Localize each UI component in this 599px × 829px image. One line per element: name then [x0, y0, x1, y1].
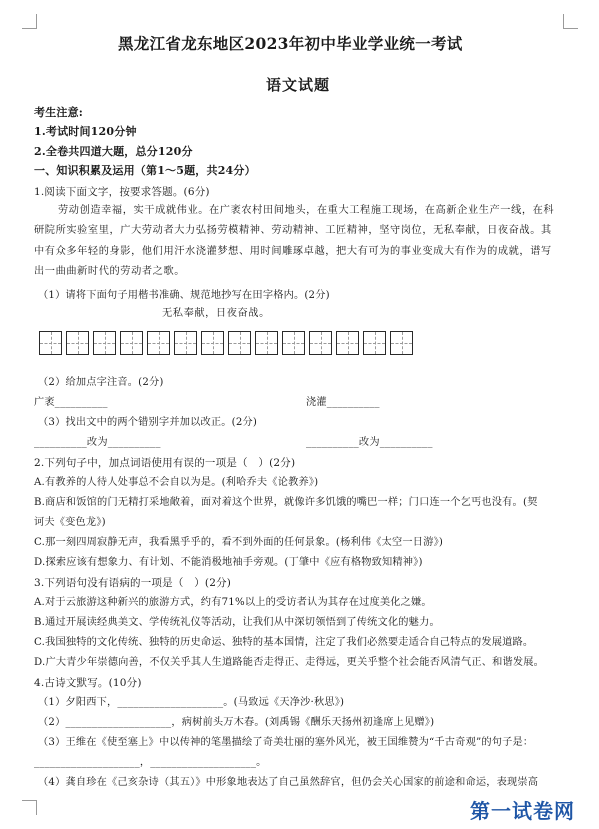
passage-line: 出一曲曲新时代的劳动者之歌。 [34, 266, 186, 277]
tianzige-grid[interactable] [39, 331, 413, 355]
passage-line: 研院所实验室里，广大劳动者大力弘扬劳模精神、劳动精神、工匠精神，坚守岗位，无私奉献，日夜奋战。其 [34, 225, 552, 236]
recitation-item[interactable]: （2）____________________，病树前头万木春。(刘禹锡《酬乐天扬州初逢席上见赠》) [38, 717, 435, 728]
copy-sentence: 无私奉献，日夜奋战。 [162, 308, 270, 319]
recitation-answer-field[interactable]: ____________________，____________________。 [34, 757, 267, 768]
tianzige-cell[interactable] [147, 331, 170, 355]
option: D.探索应该有想象力、有计划、不能消极地袖手旁观。(丁肇中《应有格物致知精神》) [34, 557, 423, 568]
tianzige-cell[interactable] [282, 331, 305, 355]
recitation-item: （3）王维在《使至塞上》中以传神的笔墨描绘了奇美壮丽的塞外风光，被王国维赞为“千古奇观”的句子是： [38, 737, 534, 748]
pinyin-answer-field[interactable]: 浇灌__________ [306, 397, 380, 408]
question-stem: 2.下列句子中，加点词语使用有误的一项是（ ）(2分) [34, 457, 296, 469]
tianzige-cell[interactable] [39, 331, 62, 355]
option: D.广大青少年崇德向善，不仅关乎其人生道路能否走得正、走得远，更关乎整个社会能否风清气正、和谐发展。 [34, 657, 545, 668]
watermark-logo: 第一试卷网 [470, 799, 575, 823]
option: B.商店和饭馆的门无精打采地敞着，面对着这个世界，就像许多饥饿的嘴巴一样；门口连一个乞丐也没有。(契 [34, 497, 538, 508]
passage-line: 中有众多年轻的身影，他们用汗水浇灌梦想、用时间雕琢卓越，把大有可为的事业变成大有作为的成就，谱写 [34, 246, 552, 257]
tianzige-cell[interactable] [120, 331, 143, 355]
recitation-item: （4）龚自珍在《己亥杂诗（其五）》中形象地表达了自己虽然辞官，但仍会关心国家的前途和命运，表现崇高 [38, 777, 539, 788]
question-stem: 1.阅读下面文字，按要求答题。(6分) [34, 186, 210, 198]
tianzige-cell[interactable] [390, 331, 413, 355]
exam-title: 黑龙江省龙东地区2023年初中毕业学业统一考试 [118, 34, 463, 53]
pinyin-answer-field[interactable]: 广袤__________ [34, 397, 108, 408]
option: A.对于云旅游这种新兴的旅游方式，约有71%以上的受访者认为其存在过度美化之嫌。 [34, 597, 432, 608]
notice-heading: 考生注意: [34, 106, 84, 119]
crop-mark-top-left [22, 14, 37, 29]
question-stem: 4.古诗文默写。(10分) [34, 677, 142, 689]
question-stem: 3.下列语句没有语病的一项是（ ）(2分) [34, 577, 232, 589]
recitation-item[interactable]: （1）夕阳西下，____________________。(马致远《天净沙·秋思》) [38, 697, 345, 708]
crop-mark-bottom-left [22, 800, 37, 815]
exam-subject: 语文试题 [266, 76, 331, 94]
notice-item: 1.考试时间120分钟 [34, 125, 137, 138]
tianzige-cell[interactable] [201, 331, 224, 355]
tianzige-cell[interactable] [93, 331, 116, 355]
option: 诃夫《变色龙》) [34, 517, 106, 528]
option: B.通过开展读经典美文、学传统礼仪等活动，让我们从中深切领悟到了传统文化的魅力。 [34, 617, 440, 628]
tianzige-cell[interactable] [336, 331, 359, 355]
sub-question: （2）给加点字注音。(2分) [38, 377, 164, 388]
option: A.有教养的人待人处事总不会自以为是。(利哈乔夫《论教养》) [34, 477, 319, 488]
section-heading: 一、知识积累及运用（第1～5题，共24分） [34, 164, 256, 177]
correction-answer-field[interactable]: __________改为__________ [306, 437, 433, 448]
passage-line: 劳动创造幸福，实干成就伟业。在广袤农村田间地头，在重大工程施工现场，在高新企业生产一线，在科 [58, 205, 555, 216]
option: C.我国独特的文化传统、独特的历史命运、独特的基本国情，注定了我们必然要走适合自己特点的发展道路。 [34, 637, 534, 648]
sub-question: （3）找出文中的两个错别字并加以改正。(2分) [38, 417, 258, 428]
tianzige-cell[interactable] [255, 331, 278, 355]
tianzige-cell[interactable] [66, 331, 89, 355]
tianzige-cell[interactable] [309, 331, 332, 355]
tianzige-cell[interactable] [174, 331, 197, 355]
crop-mark-top-right [563, 14, 578, 29]
tianzige-cell[interactable] [363, 331, 386, 355]
option: C.那一刻四周寂静无声，我看黑乎乎的，看不到外面的任何景象。(杨利伟《太空一日游》) [34, 537, 444, 548]
notice-item: 2.全卷共四道大题，总分120分 [34, 145, 193, 158]
sub-question: （1）请将下面句子用楷书准确、规范地抄写在田字格内。(2分) [38, 290, 330, 301]
correction-answer-field[interactable]: __________改为__________ [34, 437, 161, 448]
tianzige-cell[interactable] [228, 331, 251, 355]
